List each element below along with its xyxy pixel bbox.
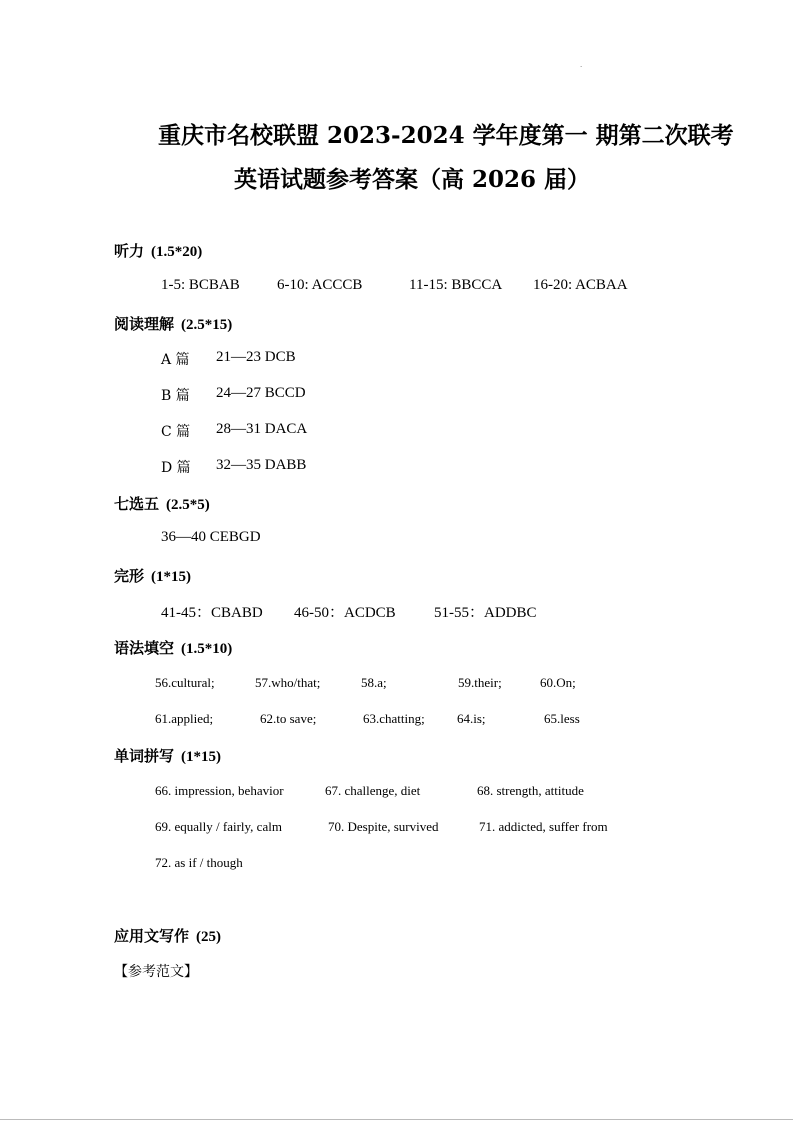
section-seven-five-heading xyxy=(114,493,210,514)
answer-item: 68. strength, attitude xyxy=(477,783,584,798)
passage-label: B 篇 xyxy=(161,388,190,404)
page-bottom-border xyxy=(0,1119,793,1120)
section-grammar-heading xyxy=(114,637,232,658)
passage-answers: 28—31 DACA xyxy=(216,421,308,437)
passage-label: A 篇 xyxy=(161,352,190,368)
answer-item: 71. addicted, suffer from xyxy=(479,819,608,834)
section-reading-heading xyxy=(114,313,232,334)
answer-item: 65.less xyxy=(544,711,580,726)
answer-item: 51-55：ADDBC xyxy=(434,605,537,621)
answer-item: 6-10: ACCCB xyxy=(277,277,363,293)
section-title: 语法填空 xyxy=(114,639,175,657)
answer-item: 63.chatting; xyxy=(363,711,425,726)
section-title: 听力 xyxy=(114,242,145,260)
answer-item: 61.applied; xyxy=(155,711,214,726)
page-title-line2: 英语试题参考答案（高 2026 届） xyxy=(234,166,591,193)
answer-item: 36—40 CEBGD xyxy=(161,529,261,545)
reference-sample-label: 【参考范文】 xyxy=(114,964,198,980)
section-score: (25) xyxy=(196,929,222,945)
section-cloze-heading xyxy=(114,565,191,586)
section-score: (1.5*10) xyxy=(181,641,233,657)
passage-answers: 24—27 BCCD xyxy=(216,385,306,401)
section-title: 七选五 xyxy=(114,495,160,513)
answer-item: 58.a; xyxy=(361,675,387,690)
answer-item: 60.On; xyxy=(540,675,576,690)
passage-answers: 32—35 DABB xyxy=(216,457,307,473)
section-score: (2.5*15) xyxy=(181,317,233,333)
answer-item: 57.who/that; xyxy=(255,675,321,690)
answer-item: 66. impression, behavior xyxy=(155,783,284,798)
answer-item: 72. as if / though xyxy=(155,855,243,870)
passage-label: C 篇 xyxy=(161,424,191,440)
answer-item: 11-15: BBCCA xyxy=(409,277,503,293)
answer-item: 62.to save; xyxy=(260,711,317,726)
answer-item: 41-45：CBABD xyxy=(161,605,263,621)
section-title: 应用文写作 xyxy=(114,927,190,945)
page-title-line1: 重庆市名校联盟 2023-2024 学年度第一 期第二次联考 xyxy=(158,122,734,149)
section-title: 完形 xyxy=(114,567,145,585)
passage-label: D 篇 xyxy=(161,460,191,476)
section-score: (1*15) xyxy=(151,569,192,585)
section-writing-heading xyxy=(114,925,221,946)
answer-item: 69. equally / fairly, calm xyxy=(155,819,282,834)
answer-item: 46-50：ACDCB xyxy=(294,605,396,621)
answer-item: 64.is; xyxy=(457,711,486,726)
section-title: 阅读理解 xyxy=(114,315,175,333)
section-score: (1*15) xyxy=(181,749,222,765)
section-score: (2.5*5) xyxy=(166,497,210,513)
passage-answers: 21—23 DCB xyxy=(216,349,296,365)
section-spelling-heading xyxy=(114,745,221,766)
section-listening-heading xyxy=(114,240,202,261)
answer-item: 67. challenge, diet xyxy=(325,783,421,798)
answer-item: 70. Despite, survived xyxy=(328,819,439,834)
section-title: 单词拼写 xyxy=(114,747,175,765)
answer-item: 56.cultural; xyxy=(155,675,215,690)
answer-item: 59.their; xyxy=(458,675,502,690)
answer-item: 1-5: BCBAB xyxy=(161,277,240,293)
header-mark: . xyxy=(580,60,583,69)
answer-item: 16-20: ACBAA xyxy=(533,277,628,293)
section-score: (1.5*20) xyxy=(151,244,203,260)
